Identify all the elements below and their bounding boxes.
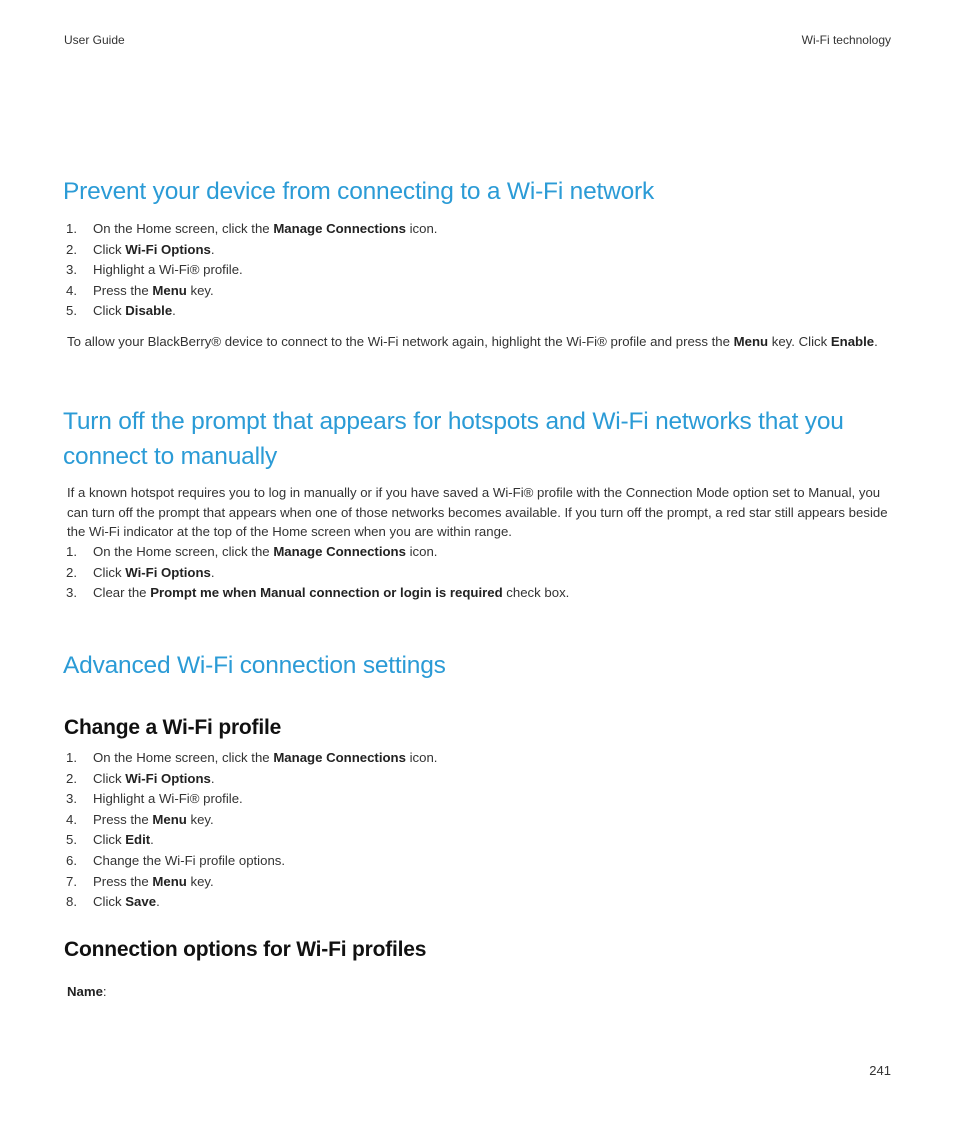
section-title-line: connect to manually — [63, 443, 278, 470]
list-item: 2. Click Wi-Fi Options. — [66, 241, 215, 257]
steps-prevent-connecting — [66, 219, 437, 322]
running-header-right: Wi-Fi technology — [801, 33, 891, 47]
running-header-left: User Guide — [64, 33, 125, 47]
list-item: 3. Clear the Prompt me when Manual connection or login is required check box. — [66, 585, 570, 601]
note-enable-again: To allow your BlackBerry® device to connect to the Wi-Fi network again, highlight the Wi-Fi® profile and press the Menu key. Click Enable. — [67, 334, 878, 349]
list-item: 2. Click Wi-Fi Options. — [66, 564, 215, 580]
list-item: 7. Press the Menu key. — [66, 873, 214, 889]
list-item: 6. Change the Wi-Fi profile options. — [66, 852, 286, 868]
subsection-title-connection-options: Connection options for Wi-Fi profiles — [64, 938, 427, 961]
list-item: 5. Click Disable. — [66, 303, 176, 319]
list-item: 4. Press the Menu key. — [66, 811, 214, 827]
intro-turn-off-prompt: If a known hotspot requires you to log in manually or if you have saved a Wi-Fi® profile with the Connection Mode option set to Manual, you can turn off the prompt that appears when one of those networks becomes available. If you turn off the prompt, a red star still appears beside the Wi-Fi indicator at the top of the Home screen when you are within range. — [67, 485, 888, 540]
list-item: 1. On the Home screen, click the Manage Connections icon. — [66, 750, 438, 765]
subsection-title-change-profile: Change a Wi-Fi profile — [64, 716, 282, 739]
section-title-turn-off-prompt — [63, 404, 844, 474]
field-label-name: Name: — [67, 984, 107, 999]
list-item: 3. Highlight a Wi-Fi® profile. — [66, 262, 243, 278]
list-item: 1. On the Home screen, click the Manage Connections icon. — [66, 544, 438, 559]
list-item: 5. Click Edit. — [66, 832, 154, 848]
section-title-advanced-settings: Advanced Wi-Fi connection settings — [63, 652, 446, 679]
section-title-prevent-connecting: Prevent your device from connecting to a Wi-Fi network — [63, 178, 655, 205]
list-item: 2. Click Wi-Fi Options. — [66, 770, 215, 786]
page-number: 241 — [869, 1063, 891, 1078]
steps-turn-off-prompt — [66, 542, 569, 604]
list-item: 1. On the Home screen, click the Manage Connections icon. — [66, 221, 438, 236]
steps-change-profile — [66, 748, 437, 913]
list-item: 3. Highlight a Wi-Fi® profile. — [66, 791, 243, 807]
list-item: 4. Press the Menu key. — [66, 282, 214, 298]
section-title-line: Turn off the prompt that appears for hotspots and Wi-Fi networks that you — [63, 408, 844, 435]
list-item: 8. Click Save. — [66, 894, 160, 910]
